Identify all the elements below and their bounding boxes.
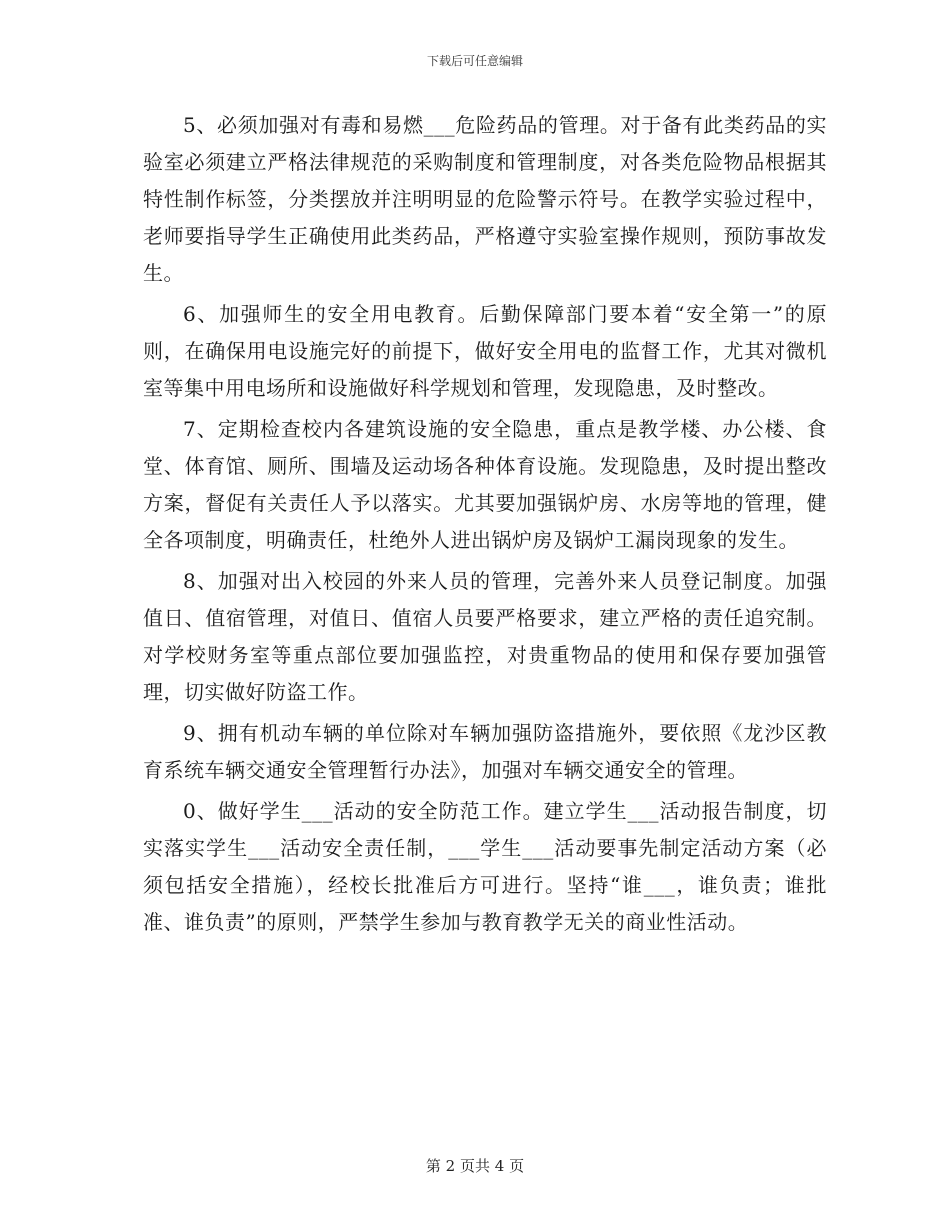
page-number-footer: 第 2 页共 4 页 [425,1157,525,1175]
paragraph-item-5: 5、必须加强对有毒和易燃___危险药品的管理。对于备有此类药品的实验室必须建立严格法律规范的采购制度和管理制度，对各类危险物品根据其特性制作标签，分类摆放并注明明显的危险警示符号。在教学实验过程中，老师要指导学生正确使用此类药品，严格遵守实验室操作规则，预防事故发生。 [143,113,827,285]
paragraph-item-7: 7、定期检查校内各建筑设施的安全隐患，重点是教学楼、办公楼、食堂、体育馆、厕所、围墙及运动场各种体育设施。发现隐患，及时提出整改方案，督促有关责任人予以落实。尤其要加强锅炉房、水房等地的管理，健全各项制度，明确责任，杜绝外人进出锅炉房及锅炉工漏岗现象的发生。 [143,417,827,552]
paragraph-item-6: 6、加强师生的安全用电教育。后勤保障部门要本着“安全第一”的原则，在确保用电设施完好的前提下，做好安全用电的监督工作，尤其对微机室等集中用电场所和设施做好科学规划和管理，发现隐患，及时整改。 [143,302,827,400]
paragraph-item-9: 9、拥有机动车辆的单位除对车辆加强防盗措施外，要依照《龙沙区教育系统车辆交通安全管理暂行办法》，加强对车辆交通安全的管理。 [143,721,827,782]
document-body [143,107,827,945]
paragraph-item-10: 0、做好学生___活动的安全防范工作。建立学生___活动报告制度，切实落实学生___活动安全责任制，___学生___活动要事先制定活动方案（必须包括安全措施），经校长批准后方可进行。坚持“谁___，谁负责；谁批准、谁负责”的原则，严禁学生参加与教育教学无关的商业性活动。 [143,799,827,934]
paragraph-item-8: 8、加强对出入校园的外来人员的管理，完善外来人员登记制度。加强值日、值宿管理，对值日、值宿人员要严格要求，建立严格的责任追究制。对学校财务室等重点部位要加强监控，对贵重物品的使用和保存要加强管理，切实做好防盗工作。 [143,569,827,704]
page-header: 下载后可任意编辑 [426,54,523,68]
